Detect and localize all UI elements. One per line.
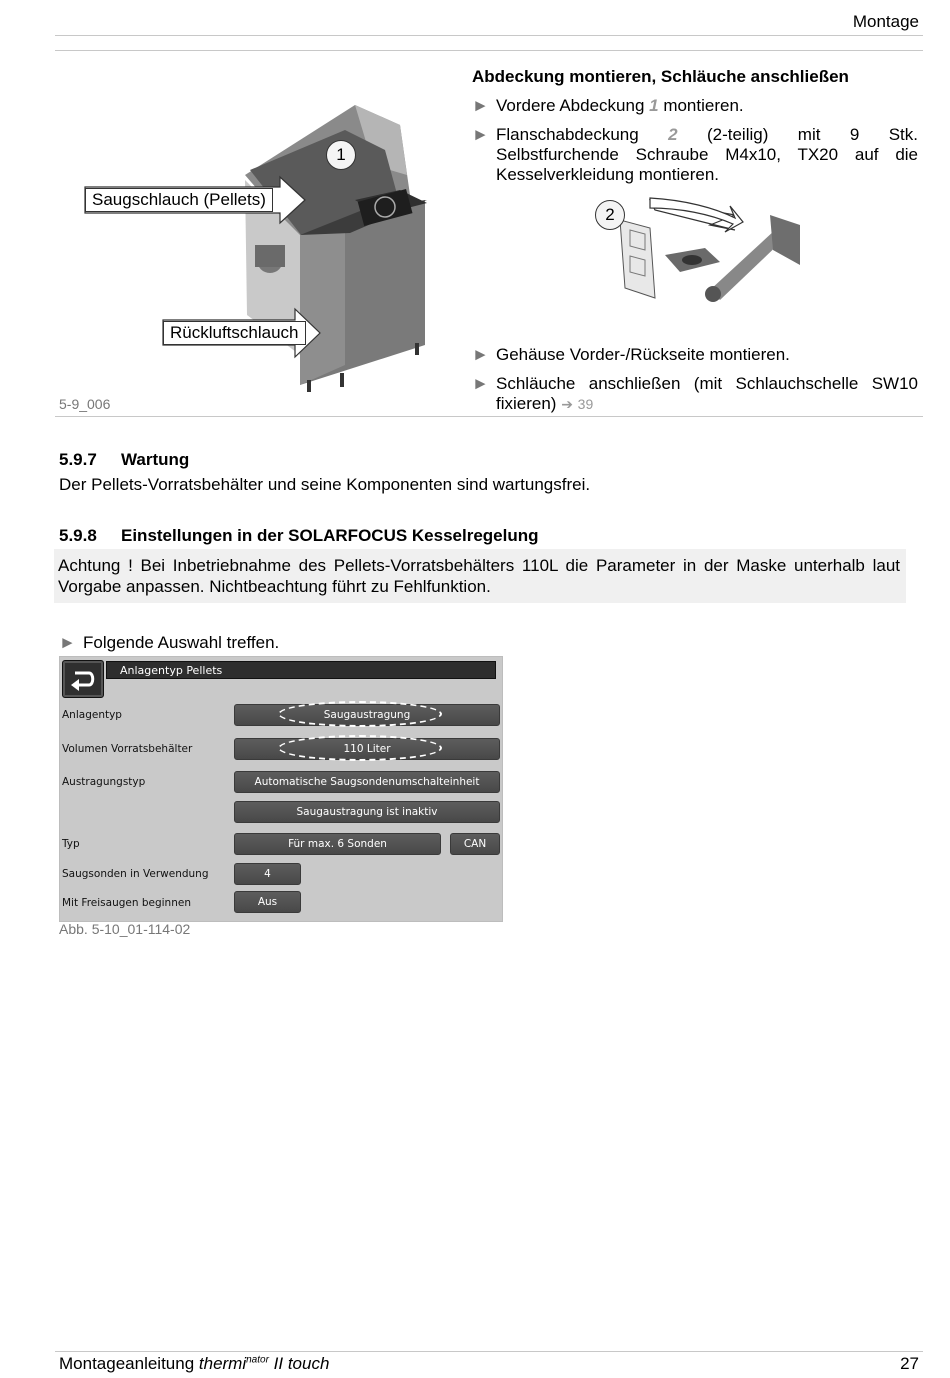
mount-step-1: ► Vordere Abdeckung 1 montieren. <box>472 96 744 115</box>
saugsonden-value[interactable]: 4 <box>234 863 301 885</box>
section-598-heading: 5.9.8 Einstellungen in der SOLARFOCUS Kesselregelung <box>59 526 539 545</box>
screen-title: Anlagentyp Pellets <box>106 661 496 679</box>
label-volumen: Volumen Vorratsbehälter <box>62 743 193 755</box>
figure-rule <box>55 416 923 417</box>
screen-caption: Abb. 5-10_01-114-02 <box>59 921 191 937</box>
boiler-illustration <box>55 55 465 410</box>
header-title: Montage <box>852 12 919 31</box>
bullet-arrow-icon: ► <box>472 125 489 144</box>
bullet-arrow-icon: ► <box>472 374 489 393</box>
label-saugsonden: Saugsonden in Verwendung <box>62 868 209 880</box>
ref-1: 1 <box>649 96 659 115</box>
footer-rule <box>55 1351 923 1352</box>
callout-2: 2 <box>595 200 625 230</box>
footer-doc-title: Montageanleitung thermi$^{nator}$ II touch <box>59 1354 330 1373</box>
mount-steps-top <box>472 96 918 194</box>
figure-id: 5-9_006 <box>59 396 111 412</box>
label-typ: Typ <box>62 838 80 850</box>
header-rule-2 <box>55 50 923 51</box>
mount-steps-bottom <box>472 345 918 423</box>
bullet-arrow-icon: ► <box>59 633 76 652</box>
flange-figure <box>595 190 810 315</box>
settings-step: ► Folgende Auswahl treffen. <box>59 633 280 652</box>
controller-screen <box>59 656 503 922</box>
back-button[interactable] <box>62 660 104 698</box>
warning-notice: Achtung ! Bei Inbetriebnahme des Pellets-Vorratsbehälters 110L die Parameter in der Maske unterhalb laut Vorgabe anpassen. Nichtbeachtung führt zu Fehlfunktion. <box>54 549 906 603</box>
label-freisaugen: Mit Freisaugen beginnen <box>62 897 191 909</box>
label-saugschlauch: Saugschlauch (Pellets) <box>85 188 273 212</box>
bullet-arrow-icon: ► <box>472 96 489 115</box>
label-anlagentyp: Anlagentyp <box>62 709 122 721</box>
mount-step-3: ► Gehäuse Vorder-/Rückseite montieren. <box>472 345 790 364</box>
mount-step-4: ► Schläuche anschließen (mit Schlauchschelle SW10 fixieren) ➔ 39 <box>472 374 918 413</box>
ref-2: 2 <box>668 125 678 144</box>
page-number: 27 <box>900 1354 919 1373</box>
mount-heading: Abdeckung montieren, Schläuche anschließen <box>472 67 849 86</box>
label-rueckluftschlauch: Rückluftschlauch <box>163 321 306 345</box>
volumen-select[interactable]: 110 Liter <box>234 738 500 760</box>
austragungstyp-select[interactable]: Automatische Saugsondenumschalteinheit <box>234 771 500 793</box>
callout-1: 1 <box>326 140 356 170</box>
return-arrow-icon <box>63 661 103 697</box>
page-ref-arrow-icon: ➔ <box>561 396 573 412</box>
label-austragungstyp: Austragungstyp <box>62 776 146 788</box>
mount-step-2: ► Flanschabdeckung 2 (2-teilig) mit 9 Stk. Selbstfurchende Schraube M4x10, TX20 auf die Kesselverkleidung montieren. <box>472 125 918 184</box>
freisaugen-toggle[interactable]: Aus <box>234 891 301 913</box>
boiler-figure <box>55 55 465 410</box>
bullet-arrow-icon: ► <box>472 345 489 364</box>
status-button[interactable]: Saugaustragung ist inaktiv <box>234 801 500 823</box>
typ-select[interactable]: Für max. 6 Sonden <box>234 833 441 855</box>
can-button[interactable]: CAN <box>450 833 500 855</box>
section-597-text: Der Pellets-Vorratsbehälter und seine Komponenten sind wartungsfrei. <box>59 475 591 494</box>
section-597-heading: 5.9.7 Wartung <box>59 450 190 469</box>
page-ref: 39 <box>577 396 594 412</box>
flange-illustration <box>595 190 810 315</box>
anlagentyp-select[interactable]: Saugaustragung <box>234 704 500 726</box>
header-rule <box>55 35 923 36</box>
